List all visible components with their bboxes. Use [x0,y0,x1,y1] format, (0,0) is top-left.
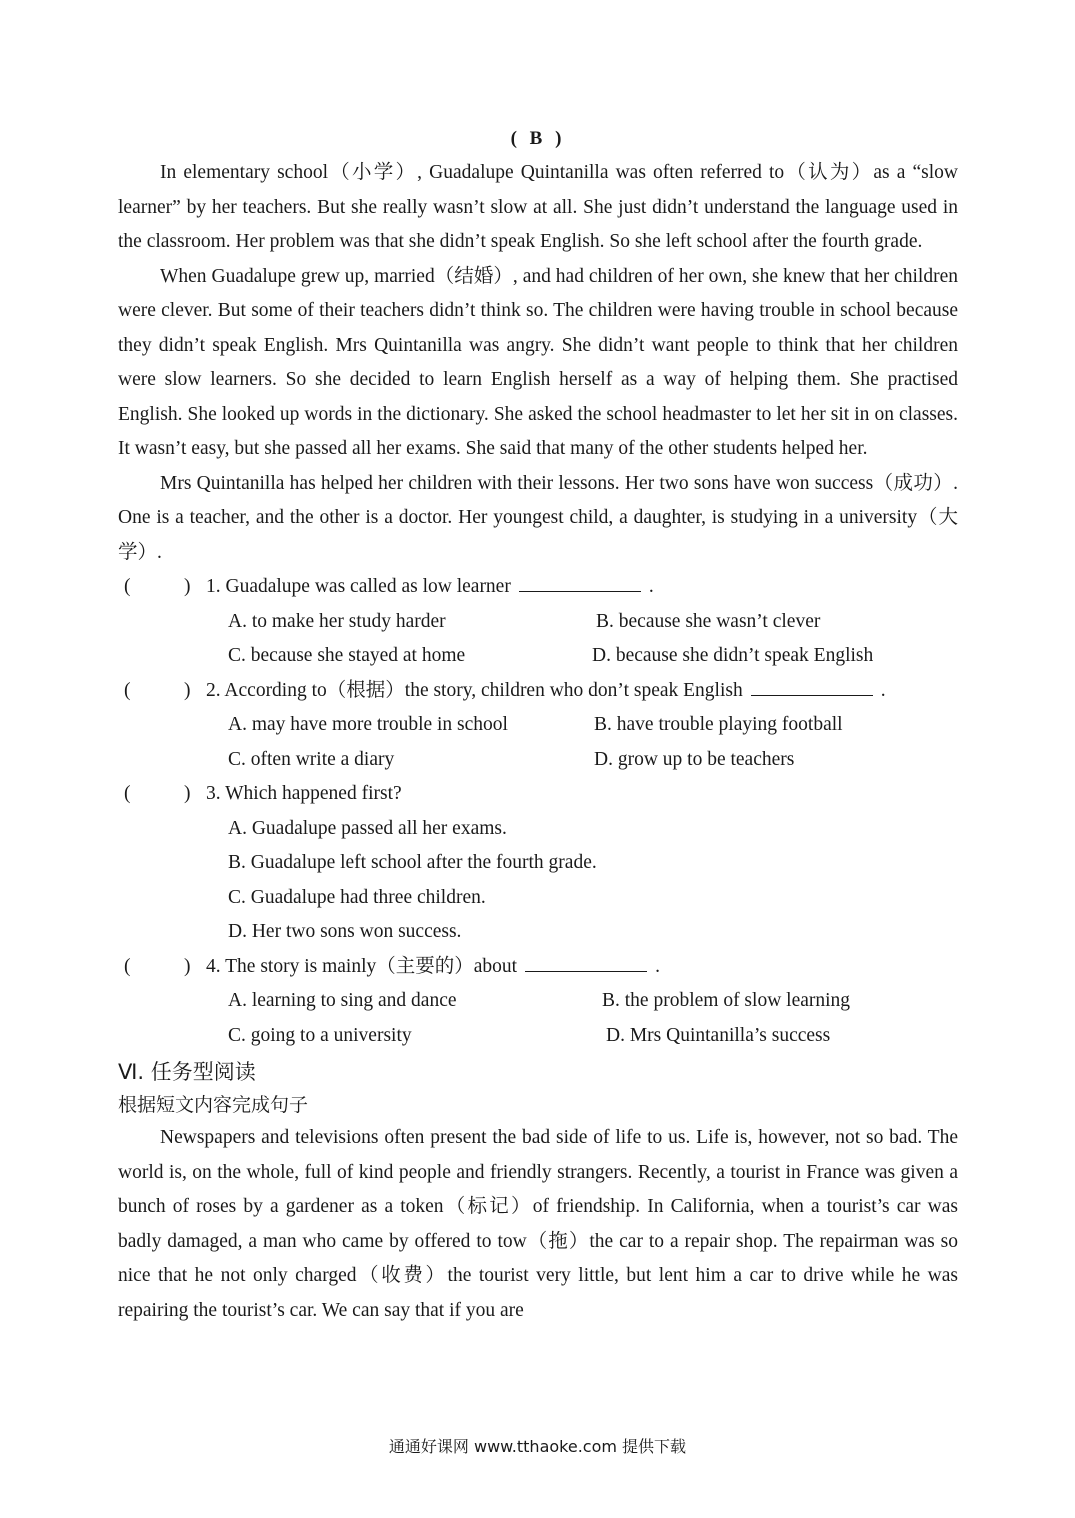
question-stem-text: 1. Guadalupe was called as low learner [206,576,511,597]
worksheet-page [118,128,958,1328]
option-a: A. may have more trouble in school [228,714,508,735]
option-c: C. because she stayed at home [228,645,466,666]
section-b-label: ( B ) [510,128,566,149]
option-d: D. because she didn’t speak English [592,645,874,666]
answer-paren-open: ( [124,955,131,977]
question-2 [118,674,958,709]
option-a: A. learning to sing and dance [228,990,457,1011]
answer-paren-close: ) [184,783,191,804]
page-footer: 通通好课网 www.tthaoke.com 提供下载 [388,1437,687,1456]
option-row [118,605,958,640]
answer-blank [751,677,873,696]
answer-paren-close: ) [184,955,191,977]
question-end: . [880,679,886,701]
question-stem-text: 4. The story is mainly（主要的）about [206,955,518,977]
option-b: B. the problem of slow learning [602,990,851,1011]
option-row [118,1019,958,1054]
option-b: B. Guadalupe left school after the fourth grade. [228,852,597,873]
option-c: C. going to a university [228,1024,412,1046]
option-c: C. often write a diary [228,748,395,770]
option-row [118,881,958,916]
answer-paren-open: ( [124,576,131,597]
question-4 [118,950,958,985]
option-d: D. grow up to be teachers [594,748,795,770]
option-c: C. Guadalupe had three children. [228,886,486,908]
question-3 [118,777,958,812]
answer-blank [525,953,647,972]
option-row [118,846,958,881]
option-a: A. to make her study harder [228,610,446,632]
question-1 [118,570,958,605]
question-stem-text: 2. According to（根据）the story, children who don’t speak English [206,679,743,701]
answer-paren-open: ( [124,679,131,701]
option-b: B. because she wasn’t clever [596,610,821,632]
section-vi-instruction: 根据短文内容完成句子 [118,1094,309,1116]
passage-b-paragraph-1: In elementary school（小学）, Guadalupe Quintanilla was often referred to（认为）as a “slow learner” by her teachers. But she really wasn’t slow at all. She just didn’t understand the language used in the classroom. Her problem was that she didn’t speak English. So she left school after the fourth grade. [118,162,958,252]
question-stem [206,674,886,709]
answer-paren-close: ) [184,576,191,597]
option-row [118,743,958,778]
option-row [118,915,958,950]
option-row [118,708,958,743]
question-stem [206,950,660,985]
option-row [118,812,958,847]
question-stem [206,777,402,812]
section-vi-passage: Newspapers and televisions often present the bad side of life to us. Life is, however, not so bad. The world is, on the whole, full of kind people and friendly strangers. Recently, a tourist in France was given a bunch of roses by a gardener as a token（标记）of friendship. In California, when a tourist’s car was badly damaged, a man who came by offered to tow（拖）the car to a repair shop. The repairman was so nice that he not only charged（收费）the tourist very little, but lent him a car to drive while he was repairing the tourist’s car. We can say that if you are [118,1127,958,1321]
option-row [118,639,958,674]
passage-b-paragraph-2: When Guadalupe grew up, married（结婚）, and had children of her own, she knew that her children were clever. But some of their teachers didn’t think so. The children were having trouble in school because they didn’t speak English. Mrs Quintanilla was angry. She didn’t want people to think that her children were slow learners. So she decided to learn English herself as a way of helping them. She practised English. She looked up words in the dictionary. She asked the school headmaster to let her sit in on classes. It wasn’t easy, but she passed all her exams. She said that many of the other students helped her. [118,265,958,459]
question-stem [206,570,654,605]
option-d: D. Mrs Quintanilla’s success [606,1024,831,1046]
question-end: . [655,955,660,977]
option-d: D. Her two sons won success. [228,921,462,942]
answer-blank [519,573,641,592]
question-stem-text: 3. Which happened first? [206,783,402,804]
answer-paren-open: ( [124,783,131,804]
option-row [118,984,958,1019]
section-vi-heading: Ⅵ. 任务型阅读 [118,1060,256,1084]
passage-b-paragraph-3: Mrs Quintanilla has helped her children with their lessons. Her two sons have won success（成功）. One is a teacher, and the other is a doctor. Her youngest child, a daughter, is studying in a university（大学）. [118,472,958,563]
option-b: B. have trouble playing football [594,714,843,735]
option-a: A. Guadalupe passed all her exams. [228,817,507,839]
question-end: . [648,576,654,597]
answer-paren-close: ) [184,679,191,701]
